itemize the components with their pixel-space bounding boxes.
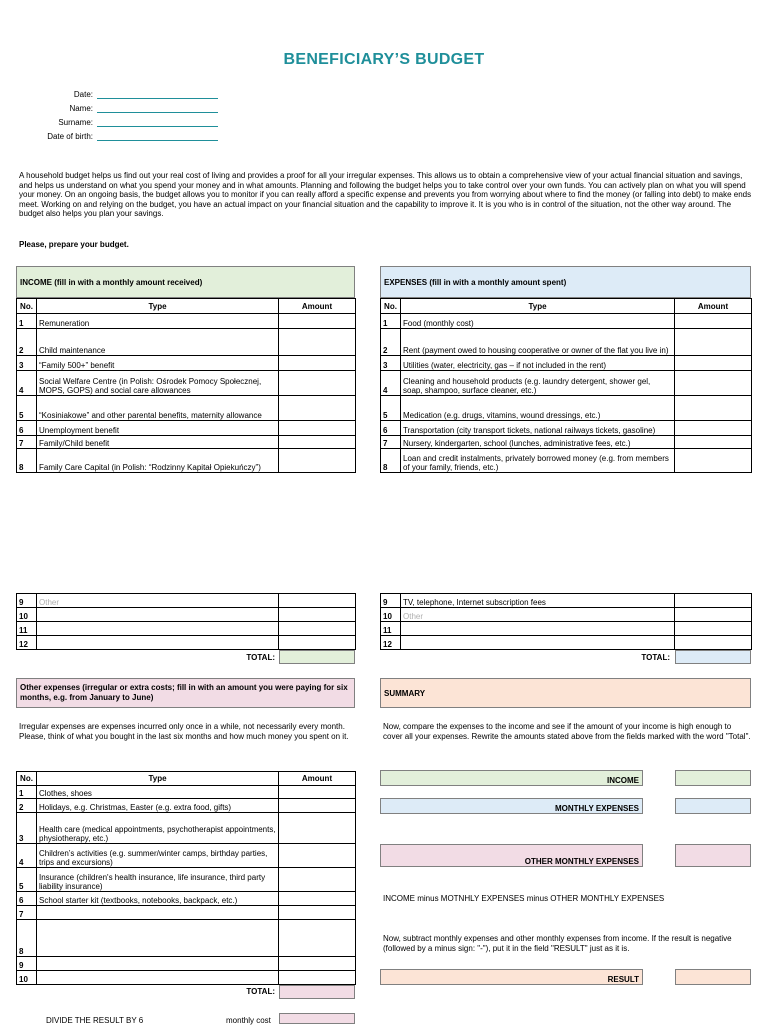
amount-cell[interactable] bbox=[279, 314, 356, 329]
row-type: Food (monthly cost) bbox=[401, 314, 675, 329]
row-type: “Family 500+” benefit bbox=[37, 356, 279, 371]
income-total-field[interactable] bbox=[279, 650, 355, 664]
row-no: 6 bbox=[381, 421, 401, 436]
row-no: 6 bbox=[17, 892, 37, 906]
row-no: 4 bbox=[17, 844, 37, 868]
amount-cell[interactable] bbox=[279, 813, 356, 844]
income-table-continued bbox=[16, 593, 356, 650]
amount-cell[interactable] bbox=[279, 971, 356, 985]
other-expenses-header: Other expenses (irregular or extra costs; fill in with an amount you were paying for six months, e.g. from January to June) bbox=[16, 678, 355, 708]
summary-income-text: INCOME bbox=[607, 776, 639, 785]
amount-cell[interactable] bbox=[279, 329, 356, 356]
row-no: 2 bbox=[381, 329, 401, 356]
row-no: 5 bbox=[17, 868, 37, 892]
row-no: 1 bbox=[17, 786, 37, 799]
row-type: Nursery, kindergarten, school (lunches, administrative fees, etc.) bbox=[401, 436, 675, 449]
row-no: 4 bbox=[17, 371, 37, 396]
summary-monthly-expenses-field[interactable] bbox=[675, 798, 751, 814]
amount-cell[interactable] bbox=[279, 892, 356, 906]
page-title: BENEFICIARY’S BUDGET bbox=[283, 51, 485, 68]
summary-result-text: RESULT bbox=[607, 975, 639, 984]
amount-cell[interactable] bbox=[675, 421, 752, 436]
amount-cell[interactable] bbox=[279, 396, 356, 421]
row-type bbox=[401, 622, 675, 636]
amount-cell[interactable] bbox=[675, 594, 752, 608]
dob-label: Date of birth: bbox=[47, 132, 93, 141]
row-no: 10 bbox=[17, 608, 37, 622]
col-amount: Amount bbox=[675, 299, 752, 314]
dob-field[interactable] bbox=[97, 140, 218, 141]
other-total-field[interactable] bbox=[279, 985, 355, 999]
row-type bbox=[401, 636, 675, 650]
monthly-cost-field[interactable] bbox=[279, 1013, 355, 1024]
row-no: 1 bbox=[17, 314, 37, 329]
summary-formula: INCOME minus MOTNHLY EXPENSES minus OTHER MONTHLY EXPENSES bbox=[383, 894, 665, 903]
expenses-total-label: TOTAL: bbox=[641, 653, 670, 662]
row-type: Cleaning and household products (e.g. laundry detergent, shower gel, soap, shampoo, surface cleaner, etc.) bbox=[401, 371, 675, 396]
amount-cell[interactable] bbox=[279, 786, 356, 799]
row-type: Other bbox=[401, 608, 675, 622]
amount-cell[interactable] bbox=[279, 356, 356, 371]
expenses-table-continued bbox=[380, 593, 752, 650]
row-no: 2 bbox=[17, 799, 37, 813]
row-no: 11 bbox=[381, 622, 401, 636]
amount-cell[interactable] bbox=[279, 957, 356, 971]
other-total-label: TOTAL: bbox=[246, 987, 275, 996]
row-type: Family/Child benefit bbox=[37, 436, 279, 449]
row-no: 11 bbox=[17, 622, 37, 636]
summary-monthly-expenses-label bbox=[380, 798, 643, 814]
expenses-header: EXPENSES (fill in with a monthly amount spent) bbox=[380, 266, 751, 298]
surname-label: Surname: bbox=[58, 118, 93, 127]
monthly-cost-label: monthly cost bbox=[226, 1016, 271, 1025]
income-header: INCOME (fill in with a monthly amount received) bbox=[16, 266, 355, 298]
amount-cell[interactable] bbox=[279, 799, 356, 813]
row-type: Unemployment benefit bbox=[37, 421, 279, 436]
amount-cell[interactable] bbox=[279, 920, 356, 957]
row-type: School starter kit (textbooks, notebooks, backpack, etc.) bbox=[37, 892, 279, 906]
row-no: 3 bbox=[381, 356, 401, 371]
col-no: No. bbox=[17, 772, 37, 786]
expenses-total-field[interactable] bbox=[675, 650, 751, 664]
intro-paragraph: A household budget helps us find out your real cost of living and provides a proof for all your irregular expenses. This allows us to obtain a comprehensive view of your actual financial situation and savings, and helps us understand on what you spend your money and in what amounts. Planning and following the budget helps you to take control over your own funds. You can actively plan on what you will spend your money. On an ongoing basis, the budget allows you to monitor if you can really afford a specific expense and prevents you from worrying about where to find the money (or falling into debt) to make ends meet. Working on and relying on the budget, you have an actual impact on your financial situation and the capability to improve it. It is you who is in control of the situation, not the other way around. The budget also helps you plan your savings. bbox=[19, 171, 752, 219]
row-no: 4 bbox=[381, 371, 401, 396]
amount-cell[interactable] bbox=[279, 436, 356, 449]
name-field[interactable] bbox=[97, 112, 218, 113]
row-type: TV, telephone, Internet subscription fees bbox=[401, 594, 675, 608]
row-type: Insurance (children's health insurance, life insurance, third party liability insurance) bbox=[37, 868, 279, 892]
row-no: 9 bbox=[17, 957, 37, 971]
col-amount: Amount bbox=[279, 299, 356, 314]
col-amount: Amount bbox=[279, 772, 356, 786]
name-label: Name: bbox=[69, 104, 93, 113]
row-type: Loan and credit instalments, privately borrowed money (e.g. from members of your family, friends, etc.) bbox=[401, 449, 675, 473]
amount-cell[interactable] bbox=[675, 396, 752, 421]
summary-other-expenses-text: OTHER MONTHLY EXPENSES bbox=[524, 857, 639, 866]
other-expenses-description: Irregular expenses are expenses incurred only once in a while, not necessarily every month. Please, think of what you bought in the last six months and how much money you spent on it. bbox=[19, 722, 349, 741]
summary-other-expenses-label bbox=[380, 844, 643, 867]
amount-cell[interactable] bbox=[279, 594, 356, 608]
row-type: “Kosiniakowe” and other parental benefits, maternity allowance bbox=[37, 396, 279, 421]
row-no: 3 bbox=[17, 356, 37, 371]
divide-instruction: DIVIDE THE RESULT BY 6 bbox=[46, 1016, 144, 1025]
row-type bbox=[37, 920, 279, 957]
row-no: 5 bbox=[381, 396, 401, 421]
row-no: 6 bbox=[17, 421, 37, 436]
row-type bbox=[37, 906, 279, 920]
row-no: 5 bbox=[17, 396, 37, 421]
row-type: Social Welfare Centre (in Polish: Ośrodek Pomocy Społecznej, MOPS, GOPS) and social care allowances bbox=[37, 371, 279, 396]
amount-cell[interactable] bbox=[279, 844, 356, 868]
row-type: Transportation (city transport tickets, national railways tickets, gasoline) bbox=[401, 421, 675, 436]
row-type: Medication (e.g. drugs, vitamins, wound dressings, etc.) bbox=[401, 396, 675, 421]
instruction: Please, prepare your budget. bbox=[19, 240, 129, 249]
amount-cell[interactable] bbox=[279, 371, 356, 396]
col-no: No. bbox=[381, 299, 401, 314]
row-no: 8 bbox=[17, 449, 37, 473]
amount-cell[interactable] bbox=[675, 636, 752, 650]
amount-cell[interactable] bbox=[279, 906, 356, 920]
amount-cell[interactable] bbox=[675, 622, 752, 636]
amount-cell[interactable] bbox=[279, 608, 356, 622]
date-label: Date: bbox=[73, 90, 93, 99]
col-no: No. bbox=[17, 299, 37, 314]
amount-cell[interactable] bbox=[279, 622, 356, 636]
amount-cell[interactable] bbox=[279, 636, 356, 650]
amount-cell[interactable] bbox=[279, 449, 356, 473]
row-type: Family Care Capital (in Polish: “Rodzinny Kapitał Opiekuńczy”) bbox=[37, 449, 279, 473]
summary-result-label bbox=[380, 969, 643, 985]
row-no: 7 bbox=[381, 436, 401, 449]
income-total-label: TOTAL: bbox=[246, 653, 275, 662]
row-no: 9 bbox=[381, 594, 401, 608]
row-type bbox=[37, 622, 279, 636]
row-no: 3 bbox=[17, 813, 37, 844]
amount-cell[interactable] bbox=[675, 371, 752, 396]
row-type: Children’s activities (e.g. summer/winter camps, birthday parties, trips and excursions) bbox=[37, 844, 279, 868]
row-no: 9 bbox=[17, 594, 37, 608]
row-no: 12 bbox=[17, 636, 37, 650]
row-type bbox=[37, 971, 279, 985]
income-table bbox=[16, 298, 356, 473]
summary-other-expenses-field[interactable] bbox=[675, 844, 751, 867]
summary-income-label bbox=[380, 770, 643, 786]
row-type: Other bbox=[37, 594, 279, 608]
row-type bbox=[37, 957, 279, 971]
row-type bbox=[37, 608, 279, 622]
amount-cell[interactable] bbox=[675, 608, 752, 622]
date-field[interactable] bbox=[97, 98, 218, 99]
col-type: Type bbox=[37, 299, 279, 314]
row-no: 7 bbox=[17, 436, 37, 449]
row-no: 12 bbox=[381, 636, 401, 650]
row-no: 7 bbox=[17, 906, 37, 920]
row-no: 8 bbox=[17, 920, 37, 957]
col-type: Type bbox=[37, 772, 279, 786]
col-type: Type bbox=[401, 299, 675, 314]
amount-cell[interactable] bbox=[675, 314, 752, 329]
summary-result-field[interactable] bbox=[675, 969, 751, 985]
summary-monthly-expenses-text: MONTHLY EXPENSES bbox=[554, 804, 639, 813]
surname-field[interactable] bbox=[97, 126, 218, 127]
row-no: 10 bbox=[381, 608, 401, 622]
row-type bbox=[37, 636, 279, 650]
summary-income-field[interactable] bbox=[675, 770, 751, 786]
summary-description: Now, compare the expenses to the income and see if the amount of your income is high enough to cover all your expenses. Rewrite the amounts stated above from the fields marked with the word "Total". bbox=[383, 722, 751, 741]
summary-instruction: Now, subtract monthly expenses and other monthly expenses from income. If the result is negative (followed by a minus sign: "-"), put it in the field "RESULT" just as it is. bbox=[383, 934, 732, 953]
amount-cell[interactable] bbox=[675, 356, 752, 371]
amount-cell[interactable] bbox=[279, 421, 356, 436]
row-type: Remuneration bbox=[37, 314, 279, 329]
amount-cell[interactable] bbox=[675, 329, 752, 356]
row-no: 2 bbox=[17, 329, 37, 356]
other-expenses-table bbox=[16, 771, 356, 985]
row-no: 10 bbox=[17, 971, 37, 985]
expenses-table bbox=[380, 298, 752, 473]
row-type: Child maintenance bbox=[37, 329, 279, 356]
row-type: Holidays, e.g. Christmas, Easter (e.g. extra food, gifts) bbox=[37, 799, 279, 813]
row-no: 1 bbox=[381, 314, 401, 329]
amount-cell[interactable] bbox=[675, 449, 752, 473]
amount-cell[interactable] bbox=[279, 868, 356, 892]
row-type: Rent (payment owed to housing cooperative or owner of the flat you live in) bbox=[401, 329, 675, 356]
row-type: Utilities (water, electricity, gas – if not included in the rent) bbox=[401, 356, 675, 371]
row-no: 8 bbox=[381, 449, 401, 473]
summary-header: SUMMARY bbox=[380, 678, 751, 708]
row-type: Clothes, shoes bbox=[37, 786, 279, 799]
row-type: Health care (medical appointments, psychotherapist appointments, physiotherapy, etc.) bbox=[37, 813, 279, 844]
amount-cell[interactable] bbox=[675, 436, 752, 449]
